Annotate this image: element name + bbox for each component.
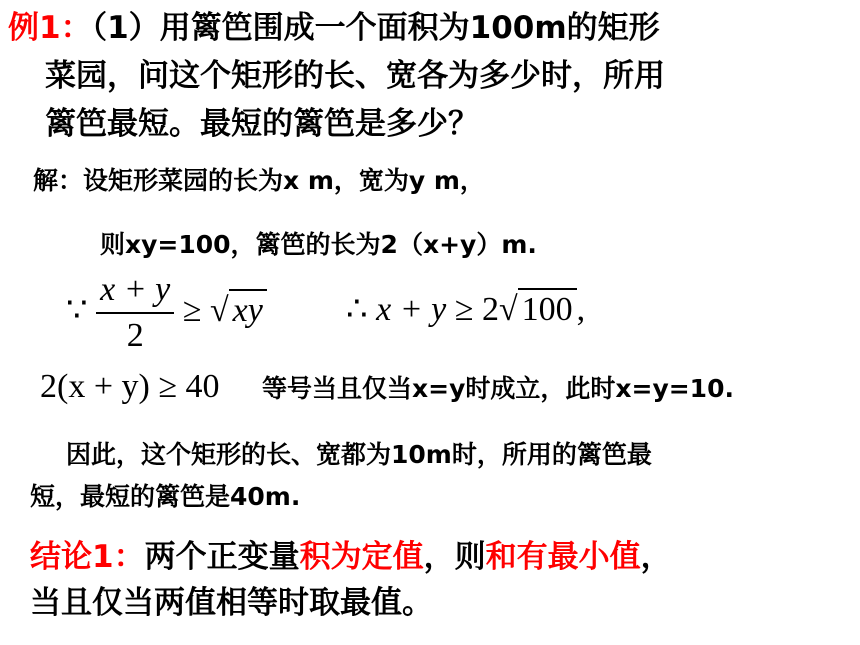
conclusion-highlight-sum: 和有最小值 <box>485 539 641 575</box>
inequality-result: 2(x + y) ≥ 40 <box>40 368 220 405</box>
geq-symbol-2: ≥ <box>454 291 474 328</box>
conclusion-part5: ， <box>640 539 672 575</box>
sqrt-100-radicand: 100 <box>518 288 577 330</box>
example-line1: （1）用篱笆围成一个面积为100m的矩形 <box>91 10 660 46</box>
solution-conclusion-line1: 因此，这个矩形的长、宽都为10m时，所用的篱笆最 <box>66 440 652 469</box>
conclusion-part1: 两个正变量 <box>144 539 300 575</box>
fraction <box>96 272 174 354</box>
sqrt-xy-radicand: xy <box>229 289 267 331</box>
conclusion-label: 结论1： <box>30 539 145 575</box>
sqrt-100: √ 100 <box>499 288 577 330</box>
math-line-result <box>40 368 219 406</box>
example-block <box>8 5 660 51</box>
example-label: 例1： <box>8 10 92 46</box>
conclusion-line1 <box>30 534 672 580</box>
example-line3: 篱笆最短。最短的篱笆是多少？ <box>45 106 479 142</box>
math-line-therefore <box>346 288 585 330</box>
fraction-numerator: x + y <box>96 272 174 314</box>
solution-conclusion-line2: 短，最短的篱笆是40m. <box>30 482 301 511</box>
fraction-denominator: 2 <box>126 317 144 354</box>
conclusion-highlight-product: 积为定值 <box>299 539 424 575</box>
example-line2: 菜园，问这个矩形的长、宽各为多少时，所用 <box>45 58 665 94</box>
conclusion-part3: ，则 <box>423 539 486 575</box>
lhs-sum: x + y <box>376 291 447 328</box>
sqrt-xy: √ xy <box>210 289 267 331</box>
therefore-symbol: ∴ <box>346 291 368 328</box>
equality-condition: 等号当且仅当x=y时成立，此时x=y=10. <box>262 374 734 403</box>
trailing-comma: , <box>576 291 586 328</box>
coefficient-two: 2 <box>481 291 499 328</box>
because-symbol: ∵ <box>66 291 88 329</box>
conclusion-line2: 当且仅当两值相等时取最值。 <box>30 585 433 621</box>
solution-line1: 解：设矩形菜园的长为x m，宽为y m， <box>33 166 485 195</box>
math-line-am-gm <box>66 272 267 354</box>
geq-symbol-1: ≥ <box>182 291 202 329</box>
solution-line2: 则xy=100，篱笆的长为2（x+y）m. <box>100 230 537 259</box>
